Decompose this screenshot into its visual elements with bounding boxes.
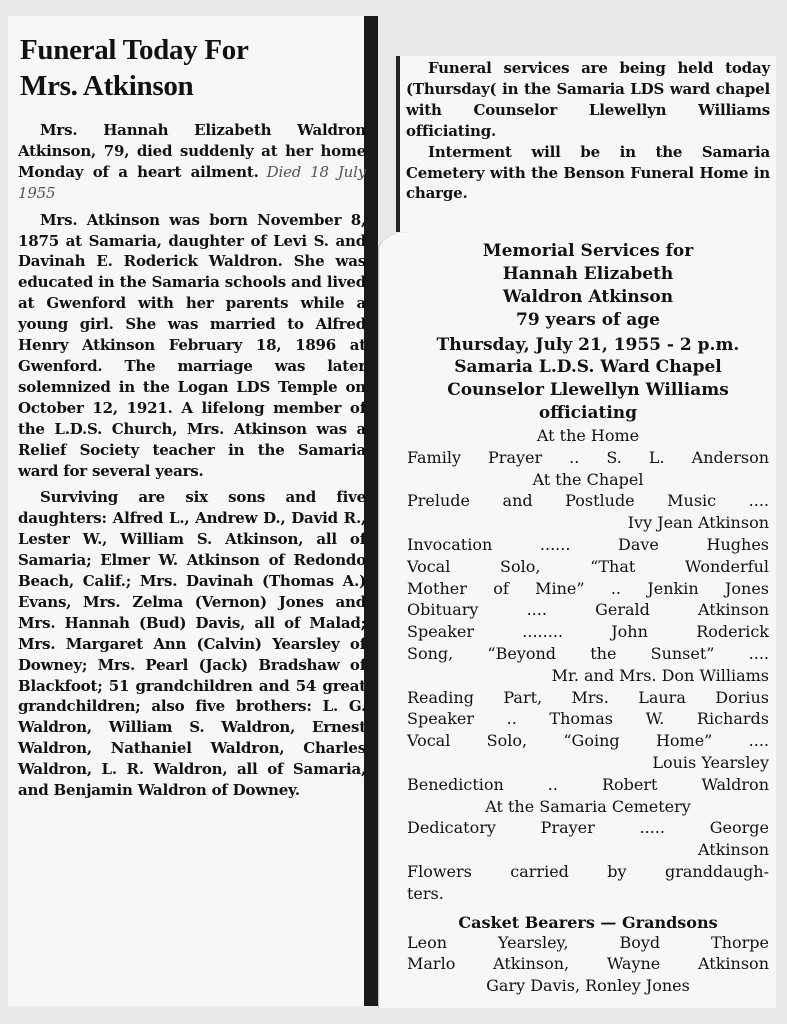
program-item: Leon Yearsley, Boyd Thorpe: [407, 932, 769, 952]
program-item: Mother of Mine” .. Jenkin Jones: [407, 578, 769, 598]
memorial-name-line-2: Waldron Atkinson: [502, 287, 674, 307]
bearers-list: [407, 932, 769, 997]
program-item: ters.: [407, 883, 444, 903]
memorial-program-card: [378, 232, 776, 1008]
program-section-heading: Gary Davis, Ronley Jones: [486, 976, 690, 996]
obituary-article-clipping: [8, 16, 378, 1006]
headline-line-1: Funeral Today For: [20, 34, 249, 66]
memorial-date-time: Thursday, July 21, 1955 - 2 p.m.: [436, 335, 740, 355]
memorial-officiating: officiating: [538, 403, 638, 423]
funeral-services-clipping: [396, 56, 776, 232]
interment-paragraph: Interment will be in the Samaria Cemetery with the Benson Funeral Home in charge.: [406, 142, 770, 203]
memorial-card-content: [407, 240, 769, 997]
program-item: Reading Part, Mrs. Laura Dorius: [407, 687, 769, 707]
bearers-title: Casket Bearers — Grandsons: [458, 912, 718, 932]
program-item: Speaker .. Thomas W. Richards: [407, 709, 769, 729]
memorial-title: Memorial Services for: [482, 241, 694, 261]
services-paragraph: Funeral services are being held today (Thursday( in the Samaria LDS ward chapel with Counselor Llewellyn Williams officiating.: [406, 59, 770, 140]
program-item: Dedicatory Prayer ..... George: [407, 818, 769, 838]
program-item: Mr. and Mrs. Don Williams: [551, 665, 769, 685]
program-item: Family Prayer .. S. L. Anderson: [407, 447, 769, 467]
program-section-heading: At the Samaria Cemetery: [485, 796, 691, 816]
program-section-heading: At the Chapel: [532, 469, 644, 489]
program-item: Invocation ...... Dave Hughes: [407, 534, 769, 554]
program-section-heading: At the Home: [536, 426, 640, 445]
memorial-name-line-1: Hannah Elizabeth: [502, 264, 674, 284]
article-body: [18, 120, 366, 807]
program-item: Atkinson: [698, 840, 769, 860]
program-item: Flowers carried by granddaugh-: [407, 861, 769, 881]
program-item: Song, “Beyond the Sunset” ....: [407, 643, 769, 663]
article-paragraph-biography: Mrs. Atkinson was born November 8, 1875 at Samaria, daughter of Levi S. and Davinah E. Roderick Waldron. She was educated in the Samaria schools and lived at Gwenford with her parents while a young girl. She was married to Alfred Henry Atkinson February 18, 1896 at Gwenford. The marriage was later solemnized in the Logan LDS Temple on October 12, 1921. A lifelong member of the L.D.S. Church, Mrs. Atkinson was a Relief Society teacher in the Samaria ward for several years.: [18, 210, 366, 480]
program-list: [407, 425, 769, 905]
memorial-officiant: Counselor Llewellyn Williams: [447, 380, 729, 400]
program-item: Benediction .. Robert Waldron: [407, 774, 769, 794]
headline-line-2: Mrs. Atkinson: [20, 70, 194, 102]
program-item: Ivy Jean Atkinson: [627, 513, 769, 533]
article-paragraph-survivors: Surviving are six sons and five daughters: Alfred L., Andrew D., David R., Lester W., William S. Atkinson, all of Samaria; Elmer W. Atkinson of Redondo Beach, Calif.; Mrs. Davinah (Thomas A.) Evans, Mrs. Zelma (Vernon) Jones and Mrs. Hannah (Bud) Davis, all of Malad; Mrs. Margaret Ann (Calvin) Yearsley of Downey; Mrs. Pearl (Jack) Bradshaw of Blackfoot; 51 grandchildren and 54 great grandchildren; also five brothers: L. G. Waldron, William S. Waldron, Ernest Waldron, Nathaniel Waldron, Charles Waldron, L. R. Waldron, all of Samaria, and Benjamin Waldron of Downey.: [18, 488, 366, 800]
memorial-age: 79 years of age: [515, 310, 661, 330]
program-item: Marlo Atkinson, Wayne Atkinson: [407, 954, 769, 974]
program-item: Obituary .... Gerald Atkinson: [407, 600, 769, 620]
handwritten-note: Died 18 July 1955: [18, 162, 366, 202]
program-item: Speaker ........ John Roderick: [407, 622, 769, 642]
memorial-location: Samaria L.D.S. Ward Chapel: [454, 357, 722, 377]
program-item: Prelude and Postlude Music ....: [407, 491, 769, 511]
program-item: Louis Yearsley: [652, 752, 769, 772]
article-paragraph-death: Mrs. Hannah Elizabeth Waldron Atkinson, 79, died suddenly at her home Monday of a heart ailment. Died 18 July 1955: [18, 121, 366, 202]
article-headline: [20, 32, 360, 104]
program-item: Vocal Solo, “Going Home” ....: [407, 731, 769, 751]
services-body: [406, 58, 770, 204]
program-item: Vocal Solo, “That Wonderful: [407, 556, 769, 576]
